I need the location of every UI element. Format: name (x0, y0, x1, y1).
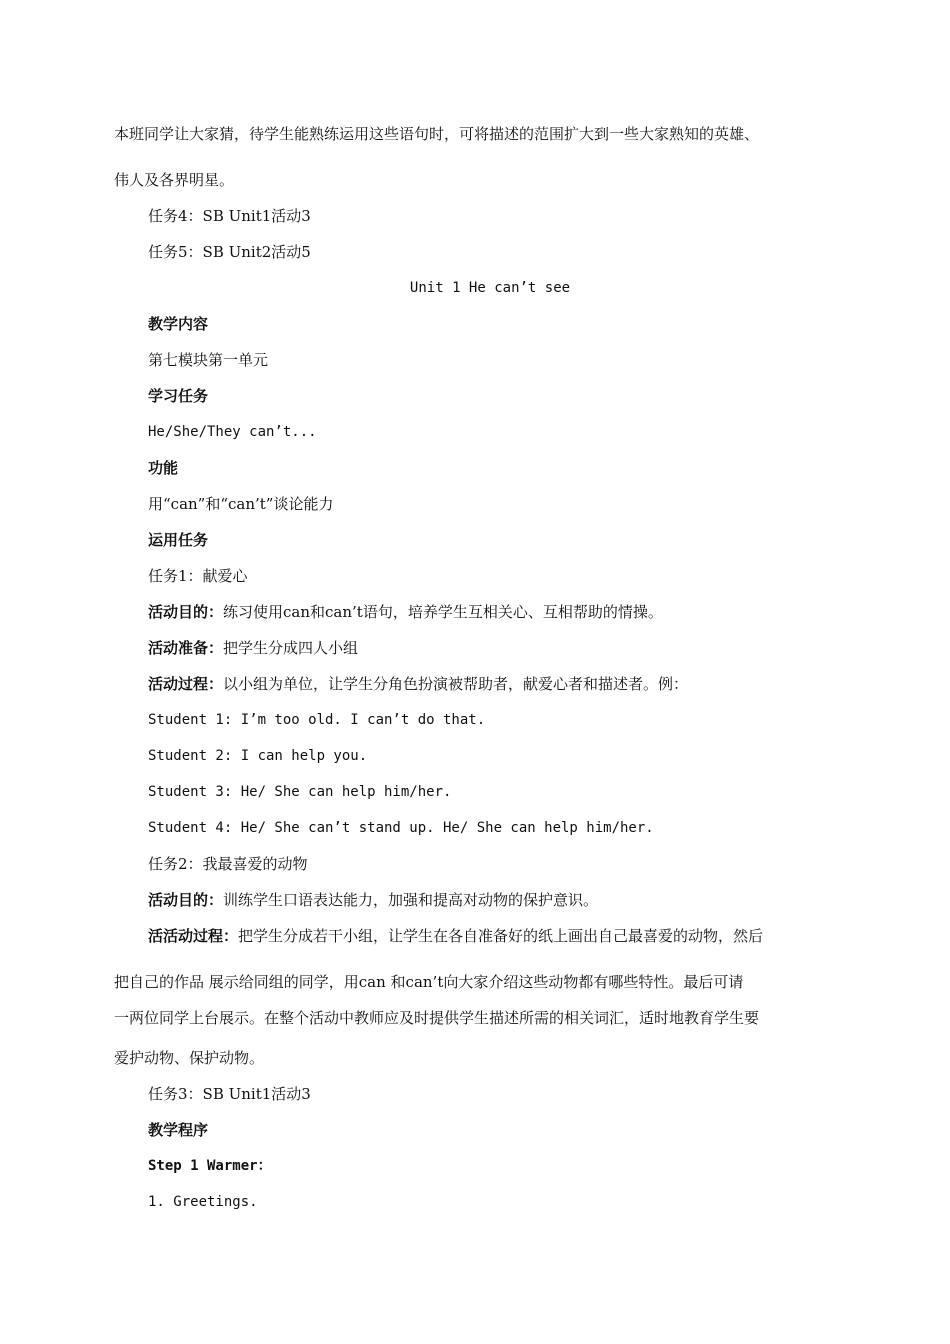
text: 训练学生口语表达能力，加强和提高对动物的保护意识。 (223, 891, 599, 909)
label: 活动准备： (148, 639, 224, 657)
section-text: 用“can”和“can’t”谈论能力 (148, 495, 334, 513)
paragraph-line: 本班同学让大家猜，待学生能熟练运用这些语句时，可将描述的范围扩大到一些大家熟知的英雄、 (114, 125, 760, 143)
label: 活动过程： (148, 675, 224, 693)
dialogue-line: Student 3: He/ She can help him/her. (148, 784, 452, 800)
activity-purpose (148, 890, 598, 910)
paragraph-line: 伟人及各界明星。 (114, 171, 235, 189)
task-line: 任务3：SB Unit1活动3 (148, 1085, 311, 1103)
section-heading: 教学程序 (148, 1121, 209, 1139)
dialogue-line: Student 4: He/ She can’t stand up. He/ She can help him/her. (148, 820, 654, 836)
step-item: 1. Greetings. (148, 1194, 258, 1210)
dialogue-line: Student 2: I can help you. (148, 748, 368, 764)
step-heading: Step 1 Warmer： (148, 1158, 272, 1174)
activity-purpose (148, 602, 663, 622)
task-line: 任务2：我最喜爱的动物 (148, 855, 308, 873)
task-line: 任务5：SB Unit2活动5 (148, 243, 311, 261)
task-line: 任务4：SB Unit1活动3 (148, 207, 311, 225)
section-text: He/She/They can’t... (148, 424, 317, 440)
activity-prep (148, 638, 358, 658)
dialogue-line: Student 1: I’m too old. I can’t do that. (148, 712, 486, 728)
section-heading: 功能 (148, 459, 179, 477)
activity-process (148, 674, 688, 694)
label: 活动目的： (148, 603, 224, 621)
section-heading: 教学内容 (148, 315, 209, 333)
activity-process (148, 926, 763, 946)
paragraph-line: 爱护动物、保护动物。 (114, 1049, 265, 1067)
label: 活活动过程： (148, 927, 239, 945)
text: 练习使用can和can’t语句，培养学生互相关心、互相帮助的情操。 (223, 603, 663, 621)
text: 以小组为单位，让学生分角色扮演被帮助者，献爱心者和描述者。例： (223, 675, 689, 693)
section-text: 第七模块第一单元 (148, 351, 269, 369)
text: 把学生分成四人小组 (223, 639, 359, 657)
task-line: 任务1：献爱心 (148, 567, 248, 585)
unit-title: Unit 1 He can’t see (409, 280, 571, 296)
label: 活动目的： (148, 891, 224, 909)
paragraph-line: 把自己的作品 展示给同组的同学，用can 和can’t向大家介绍这些动物都有哪些特性。最后可请 (114, 973, 744, 991)
text: 把学生分成若干小组，让学生在各自准备好的纸上画出自己最喜爱的动物，然后 (238, 927, 764, 945)
paragraph-line: 一两位同学上台展示。在整个活动中教师应及时提供学生描述所需的相关词汇，适时地教育学生要 (114, 1009, 760, 1027)
section-heading: 运用任务 (148, 531, 209, 549)
section-heading: 学习任务 (148, 387, 209, 405)
